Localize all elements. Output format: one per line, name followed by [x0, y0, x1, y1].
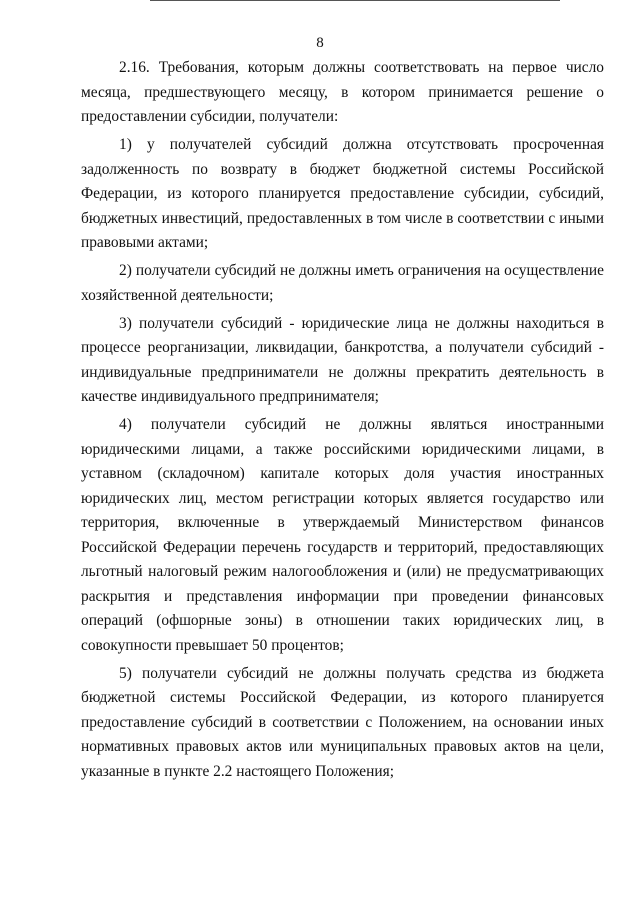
document-body — [81, 56, 604, 788]
paragraph-item-1: 1) у получателей субсидий должна отсутствовать просроченная задолженность по возврату в бюджет бюджетной системы Российской Федерации, из которого планируется предоставление субсидии, субсидий, бюджетных инвестиций, предоставленных в том числе в соответствии с иными правовыми актами; — [81, 136, 604, 251]
paragraph-item-5: 5) получатели субсидий не должны получать средства из бюджета бюджетной системы Российской Федерации, из которого планируется предоставление субсидий в соответствии с Положением, на основании иных нормативных правовых актов или муниципальных правовых актов на цели, указанные в пункте 2.2 настоящего Положения; — [81, 664, 604, 780]
paragraph-item-3: 3) получатели субсидий - юридические лица не должны находиться в процессе реорганизации, ликвидации, банкротства, а получатели субсидий - индивидуальные предприниматели не должны прекратить деятельность в качестве индивидуального предпринимателя; — [81, 314, 604, 405]
page-number: 8 — [316, 35, 324, 51]
paragraph-item-4: 4) получатели субсидий не должны являться иностранными юридическими лицами, а также российскими юридическими лицами, в уставном (складочном) капитале которых доля участия иностранных юридических лиц, местом регистрации которых является государство или территория, включенные в утверждаемый Министерством финансов Российской Федерации перечень государств и территорий, предоставляющих льготный налоговый режим налогообложения и (или) не предусматривающих раскрытия и представления информации при проведении финансовых операций (офшорные зоны) в отношении таких юридических лиц, в совокупности превышает 50 процентов; — [81, 416, 604, 654]
top-edge-rule — [150, 0, 560, 1]
paragraph-item-2: 2) получатели субсидий не должны иметь ограничения на осуществление хозяйственной деятельности; — [81, 262, 604, 304]
paragraph-2-16: 2.16. Требования, которым должны соответствовать на первое число месяца, предшествующего месяцу, в котором принимается решение о предоставлении субсидии, получатели: — [81, 59, 604, 125]
